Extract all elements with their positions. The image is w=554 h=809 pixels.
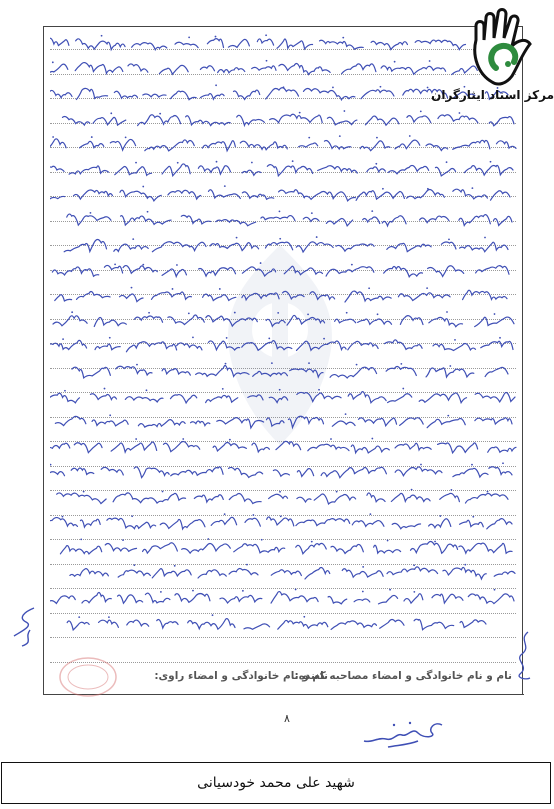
handwritten-line [50,408,516,434]
handwritten-line [50,181,514,207]
organization-name: مرکز اسناد ایثارگران [431,88,554,102]
handwritten-line [50,584,518,610]
handwritten-line [50,332,517,358]
handwritten-line [50,534,516,560]
ruled-line [50,637,516,638]
handwritten-line [50,156,517,182]
handwritten-line [50,257,513,283]
signature-icon [358,715,446,749]
caption-text: شهید علی محمد خودسیانی [197,775,355,791]
handwritten-line [50,509,516,535]
handwritten-line [50,358,512,384]
handwritten-line [50,131,520,157]
stamp-icon [56,654,120,700]
handwritten-line [50,433,520,459]
handwritten-line [50,484,512,510]
narrator-signature-label: نام و نام خانوادگی و امضاء راوی: [154,670,328,682]
interviewer-signature-label: نام و نام خانوادگی و امضاء مصاحبه کننده: [294,670,512,682]
handwritten-line [50,282,511,308]
margin-handwriting-icon [4,600,44,650]
handwritten-line [50,458,516,484]
handwritten-line [50,559,519,585]
handwritten-line [50,55,516,81]
handwritten-line [50,106,518,132]
handwritten-line [50,307,518,333]
handwritten-line [50,206,516,232]
right-margin-handwriting-icon [510,628,540,683]
handwritten-line [60,610,490,636]
handwritten-line [50,30,516,56]
caption-box [1,762,551,804]
handwritten-line [50,383,519,409]
page-number: ۸ [284,712,290,725]
handwritten-line [50,232,512,258]
